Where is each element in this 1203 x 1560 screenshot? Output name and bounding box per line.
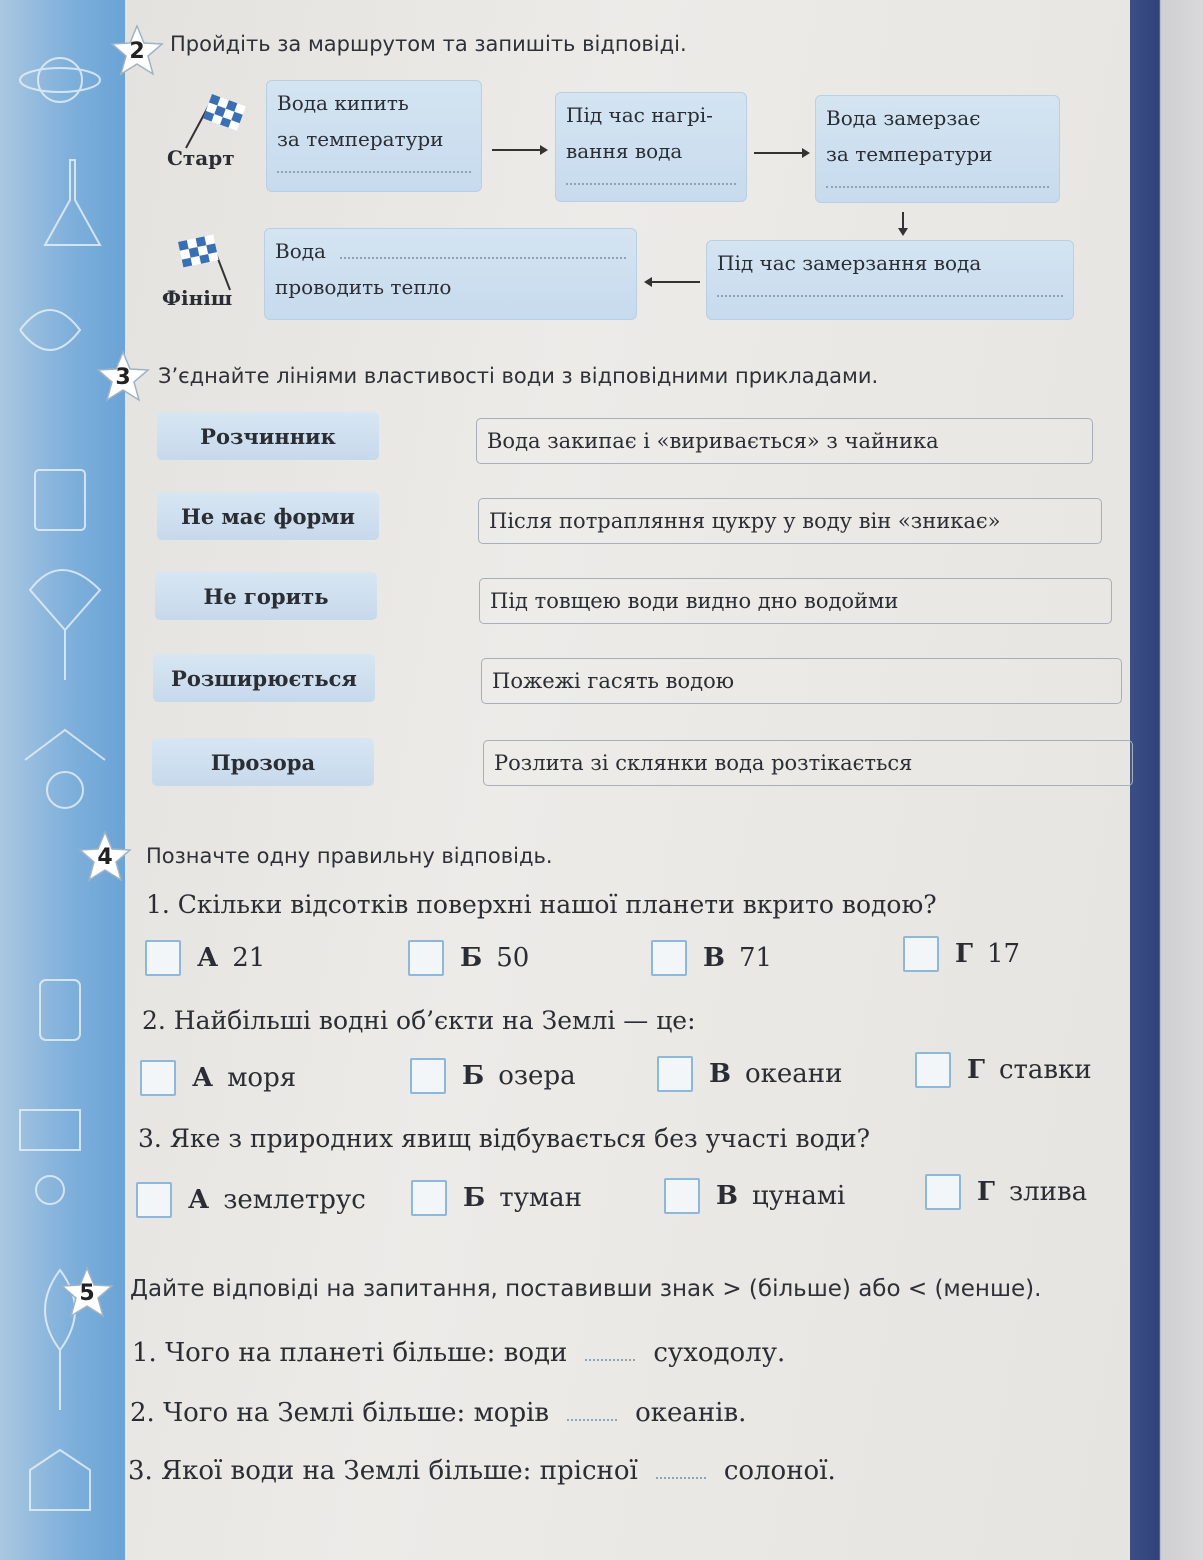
task-5-number: 5 <box>60 1266 114 1320</box>
finish-label: Фініш <box>162 286 233 310</box>
task-3-number: 3 <box>96 350 150 404</box>
decorative-side-strip <box>0 0 125 1560</box>
q2-option-c[interactable]: В океани <box>657 1056 842 1092</box>
q3-option-a[interactable]: А землетрус <box>136 1182 366 1218</box>
property-no-shape[interactable]: Не має форми <box>157 492 379 540</box>
checkbox[interactable] <box>136 1182 172 1218</box>
checkbox[interactable] <box>925 1174 961 1210</box>
answer-line[interactable] <box>717 285 1063 297</box>
task-2-title: Пройдіть за маршрутом та запишіть відповіді. <box>170 32 687 56</box>
example-kettle[interactable]: Вода закипає і «виривається» з чайника <box>476 418 1093 464</box>
compare-item-3: 3. Якої води на Землі більше: прісної солоної. <box>128 1456 836 1486</box>
checkbox[interactable] <box>411 1180 447 1216</box>
task-5-title: Дайте відповіді на запитання, поставивши знак > (більше) або < (менше). <box>130 1276 1042 1302</box>
arrow-left-icon <box>642 272 702 292</box>
property-not-burn[interactable]: Не горить <box>155 572 377 620</box>
start-label: Старт <box>167 146 235 170</box>
q2-option-a[interactable]: А моря <box>140 1060 296 1096</box>
q3-option-c[interactable]: В цунамі <box>664 1178 845 1214</box>
checkbox[interactable] <box>140 1060 176 1096</box>
sign-blank[interactable] <box>656 1469 706 1479</box>
flow-box-conducts-heat: Вода проводить тепло <box>264 228 637 320</box>
checkbox[interactable] <box>903 936 939 972</box>
example-spilled[interactable]: Розлита зі склянки вода розтікається <box>483 740 1133 786</box>
checkbox[interactable] <box>651 940 687 976</box>
property-transparent[interactable]: Прозора <box>152 738 374 786</box>
property-solvent[interactable]: Розчинник <box>157 412 379 460</box>
checkbox[interactable] <box>657 1056 693 1092</box>
science-doodles-icon <box>0 0 125 1560</box>
checkbox[interactable] <box>664 1178 700 1214</box>
q1-option-c[interactable]: В 71 <box>651 940 772 976</box>
compare-item-1: 1. Чого на планеті більше: води суходолу. <box>132 1338 786 1368</box>
flow-box-freezing-temp: Вода замерзає за температури <box>815 95 1060 203</box>
arrow-right-icon <box>490 140 550 160</box>
question-1: 1. Скільки відсотків поверхні нашої планети вкрито водою? <box>146 890 937 919</box>
sign-blank[interactable] <box>567 1411 617 1421</box>
example-sugar[interactable]: Після потрапляння цукру у воду він «зникає» <box>478 498 1102 544</box>
q1-option-d[interactable]: Г 17 <box>903 936 1020 972</box>
answer-line[interactable] <box>340 251 626 259</box>
sign-blank[interactable] <box>585 1351 635 1361</box>
flow-box-heating: Під час нагрі- вання вода <box>555 92 747 202</box>
flow-box-boiling: Вода кипить за температури <box>266 80 482 192</box>
example-fire[interactable]: Пожежі гасять водою <box>481 658 1122 704</box>
answer-line[interactable] <box>566 173 736 185</box>
arrow-down-icon <box>893 210 913 238</box>
q3-option-d[interactable]: Г злива <box>925 1174 1087 1210</box>
question-3: 3. Яке з природних явищ відбувається без участі води? <box>138 1124 871 1153</box>
checkbox[interactable] <box>410 1058 446 1094</box>
compare-item-2: 2. Чого на Землі більше: морів океанів. <box>130 1398 747 1428</box>
question-2: 2. Найбільші водні об’єкти на Землі — це: <box>142 1006 696 1035</box>
answer-line[interactable] <box>826 176 1049 188</box>
task-4-title: Позначте одну правильну відповідь. <box>146 844 553 868</box>
property-expands[interactable]: Розширюється <box>153 654 375 702</box>
example-bottom[interactable]: Під товщею води видно дно водойми <box>479 578 1112 624</box>
q2-option-b[interactable]: Б озера <box>410 1058 576 1094</box>
checkbox[interactable] <box>408 940 444 976</box>
q1-option-b[interactable]: Б 50 <box>408 940 529 976</box>
book-edge <box>1130 0 1203 1560</box>
flow-box-freezing: Під час замерзання вода <box>706 240 1074 320</box>
answer-line[interactable] <box>277 161 471 173</box>
q3-option-b[interactable]: Б туман <box>411 1180 582 1216</box>
q2-option-d[interactable]: Г ставки <box>915 1052 1092 1088</box>
task-2-number: 2 <box>110 24 164 78</box>
task-4-number: 4 <box>78 830 132 884</box>
q1-option-a[interactable]: А 21 <box>145 940 265 976</box>
checkbox[interactable] <box>145 940 181 976</box>
task-3-title: З’єднайте лініями властивості води з відповідними прикладами. <box>158 364 879 388</box>
arrow-right-icon <box>752 143 812 163</box>
checkbox[interactable] <box>915 1052 951 1088</box>
